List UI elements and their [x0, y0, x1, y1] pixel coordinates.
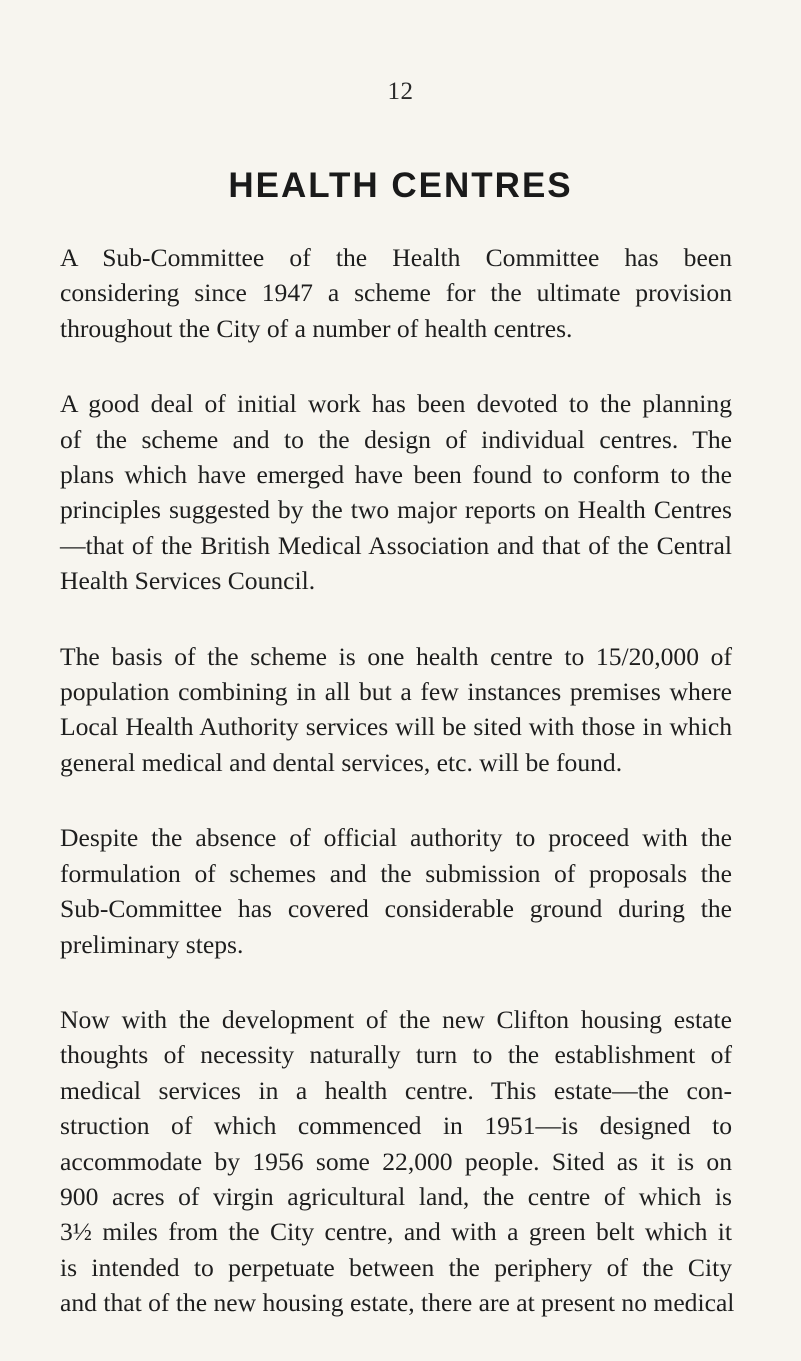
paragraph-2 [60, 386, 732, 598]
text-line: population combining in all but a few instances premises where [60, 677, 732, 707]
text-line: is intended to perpetuate between the periphery of the City [60, 1252, 732, 1282]
text-line: struction of which commenced in 1951—is designed to [60, 1111, 732, 1141]
text-line: medical services in a health centre. This estate—the con- [60, 1075, 732, 1105]
text-line: general medical and dental services, etc. will be found. [60, 747, 623, 777]
paragraph-4 [60, 820, 732, 962]
body-text [60, 240, 735, 1361]
paragraph-5 [60, 1002, 735, 1321]
text-line: of the scheme and to the design of individual centres. The [60, 424, 732, 454]
text-line: preliminary steps. [60, 929, 244, 959]
text-line: Now with the development of the new Clifton housing estate [60, 1004, 732, 1034]
text-line: plans which have emerged have been found to conform to the [60, 460, 732, 490]
text-line: —that of the British Medical Association and that of the Central [60, 530, 732, 560]
text-line: 900 acres of virgin agricultural land, the centre of which is [60, 1181, 732, 1211]
page-number: 12 [387, 78, 414, 105]
text-line: formulation of schemes and the submission of proposals the [60, 858, 732, 888]
text-line: thoughts of necessity naturally turn to the establishment of [60, 1040, 732, 1070]
text-line: 3½ miles from the City centre, and with a green belt which it [60, 1217, 732, 1247]
text-line: accommodate by 1956 some 22,000 people. Sited as it is on [60, 1146, 732, 1176]
text-line: considering since 1947 a scheme for the ultimate provision [60, 278, 732, 308]
text-line: A Sub-Committee of the Health Committee has been [60, 243, 732, 272]
text-line: throughout the City of a number of health centres. [60, 313, 573, 343]
text-line: principles suggested by the two major reports on Health Centres [60, 495, 732, 525]
text-line: and that of the new housing estate, there are at present no medical [60, 1288, 735, 1318]
text-line: The basis of the scheme is one health centre to 15/20,000 of [60, 641, 732, 671]
text-line: Sub-Committee has covered considerable ground during the [60, 894, 732, 924]
text-line: A good deal of initial work has been devoted to the planning [60, 389, 732, 419]
page-title: HEALTH CENTRES [228, 166, 573, 205]
paragraph-1 [60, 240, 732, 346]
text-line: Despite the absence of official authority to proceed with the [60, 823, 732, 853]
paragraph-3 [60, 639, 732, 781]
text-line: Health Services Council. [60, 566, 316, 596]
text-line: Local Health Authority services will be sited with those in which [60, 712, 732, 742]
